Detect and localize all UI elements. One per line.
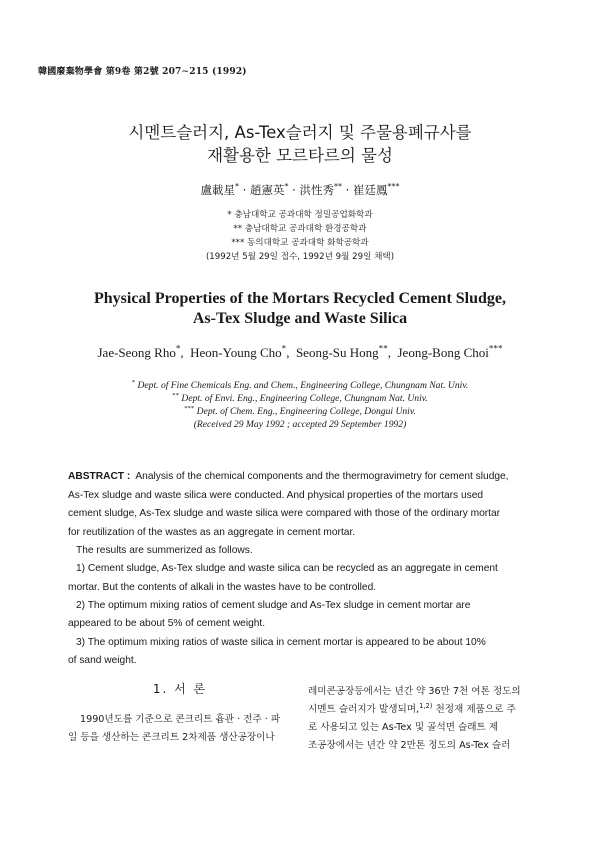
author-separator: · xyxy=(242,183,247,197)
body-text-line: 레미콘공장등에서는 년간 약 36만 7천 여톤 정도의 xyxy=(308,686,521,697)
abstract-line: The results are summerized as follows. xyxy=(76,545,253,556)
abstract-line: 1) Cement sludge, As-Tex sludge and waste silica can be recycled as an aggregate in cement xyxy=(76,563,498,574)
abstract-line: cement sludge, As-Tex sludge and waste silica were compared with those of the ordinary mortar xyxy=(68,508,501,519)
korean-title-line1: 시멘트슬러지, As-Tex슬러지 및 주물용폐규사를 xyxy=(128,123,472,142)
abstract-line: appeared to be about 5% of cement weight. xyxy=(68,618,266,629)
english-authors: Jae-Seong Rho*, Heon-Young Cho*, Seong-Su Hong**, Jeong-Bong Choi*** xyxy=(97,343,503,360)
english-author: Seong-Su Hong** xyxy=(295,343,388,360)
english-title-line2: As-Tex Sludge and Waste Silica xyxy=(192,310,408,327)
english-title-line1: Physical Properties of the Mortars Recycled Cement Sludge, xyxy=(93,290,507,307)
body-text-line: 로 사용되고 있는 As-Tex 및 골석면 슬래트 제 xyxy=(308,722,499,733)
korean-author: 趙憲英* xyxy=(249,182,289,197)
author-separator: · xyxy=(292,183,296,197)
abstract-line: for reutilization of the wastes as an aggregate in cement mortar. xyxy=(68,527,356,538)
korean-affiliation: *** 동의대학교 공과대학 화학공학과 xyxy=(231,238,369,248)
abstract-line: mortar. But the contents of alkali in the wastes have to be controlled. xyxy=(68,582,377,593)
body-text-line: 조공장에서는 년간 약 2만톤 정도의 As-Tex 슬러 xyxy=(308,740,511,751)
author-separator: · xyxy=(345,183,350,197)
korean-received-dates: (1992년 5월 29일 접수, 1992년 9월 29일 채택) xyxy=(205,252,395,262)
journal-header: 韓國廢棄物學會 第9卷 第2號 207∼215 (1992) xyxy=(38,67,247,77)
body-text-line: 시멘트 슬러지가 발생되며,$^{1,2)}$ 천정재 제품으로 주 xyxy=(308,701,516,715)
korean-author: 洪性秀** xyxy=(299,182,342,197)
english-author: Heon-Young Cho* xyxy=(190,343,287,360)
abstract-line: 2) The optimum mixing ratios of cement sludge and As-Tex sludge in cement mortar are xyxy=(76,600,471,611)
english-received-dates: (Received 29 May 1992 ; accepted 29 September 1992) xyxy=(193,419,407,430)
korean-authors xyxy=(0,182,600,198)
section-heading: 1. 서 론 xyxy=(152,682,208,696)
korean-affiliation: ** 충남대학교 공과대학 환경공학과 xyxy=(233,224,367,234)
korean-author: 盧載星* xyxy=(200,182,239,197)
english-author: Jae-Seong Rho* xyxy=(97,343,181,360)
abstract-line: As-Tex sludge and waste silica were conducted. And physical properties of the mortars used xyxy=(68,490,484,501)
english-affiliation: ** Dept. of Envi. Eng., Engineering College, Chungnam Nat. Univ. xyxy=(172,391,428,404)
abstract-line: ABSTRACT : Analysis of the chemical components and the thermogravimetry for cement sludge, xyxy=(68,471,509,482)
abstract-label: ABSTRACT : xyxy=(68,471,131,482)
citation-mark: 1,2) xyxy=(419,701,433,710)
abstract-line: of sand weight. xyxy=(68,655,137,666)
korean-affiliation: * 충남대학교 공과대학 정밀공업화학과 xyxy=(227,210,373,220)
english-author: Jeong-Bong Choi*** xyxy=(397,343,503,360)
body-text-line: 1990년도를 기준으로 콘크리트 흄관 · 전주 · 파 xyxy=(80,714,281,725)
english-affiliation: *** Dept. of Chem. Eng., Engineering College, Dongui Univ. xyxy=(184,404,416,417)
english-affiliation: * Dept. of Fine Chemicals Eng. and Chem., Engineering College, Chungnam Nat. Univ. xyxy=(131,378,469,391)
body-text-line: 일 등을 생산하는 콘크리트 2차제품 생산공장이나 xyxy=(68,732,275,743)
korean-title-line2: 재활용한 모르타르의 물성 xyxy=(207,146,393,165)
korean-author: 崔廷鳳*** xyxy=(352,182,400,197)
abstract-line: 3) The optimum mixing ratios of waste silica in cement mortar is appeared to be about 10% xyxy=(76,637,486,648)
